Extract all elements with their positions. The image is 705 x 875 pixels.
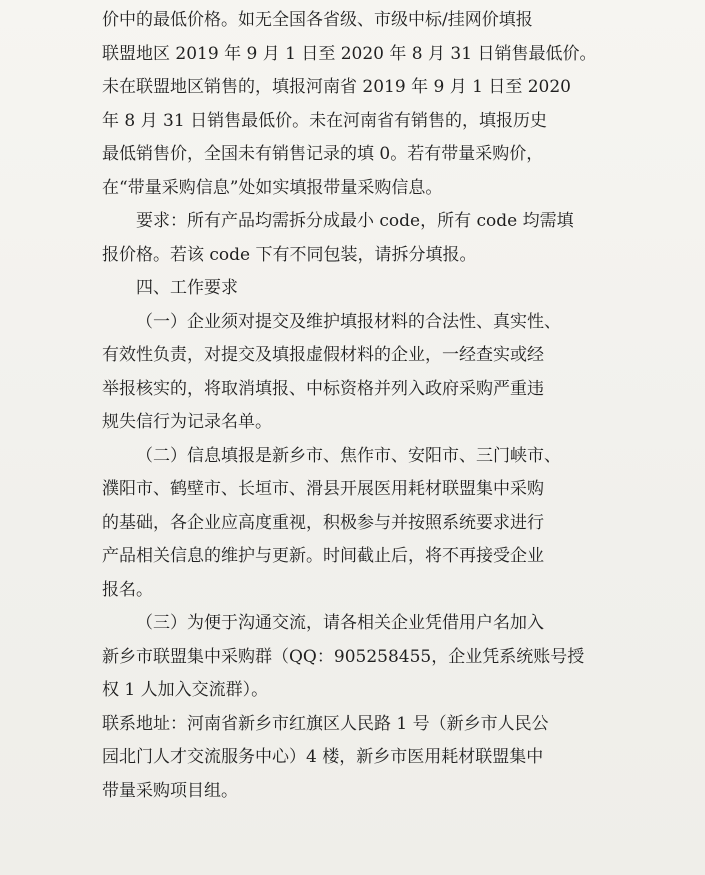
- text-line: 规失信行为记录名单。: [102, 412, 272, 432]
- text-line: 权 1 人加入交流群）。: [102, 680, 269, 700]
- document-body: [102, 0, 612, 808]
- section-heading: 四、工作要求: [136, 278, 238, 298]
- contact-address-line: 园北门人才交流服务中心）4 楼，新乡市医用耗材联盟集中: [102, 747, 544, 767]
- text-line: 濮阳市、鹤壁市、长垣市、滑县开展医用耗材联盟集中采购: [102, 479, 544, 499]
- text-line: 报名。: [102, 579, 153, 600]
- text-line: 新乡市联盟集中采购群（QQ：905258455，企业凭系统账号授: [102, 646, 585, 667]
- text-line: 报价格。若该 code 下有不同包装，请拆分填报。: [102, 244, 477, 265]
- contact-address-line: 联系地址：河南省新乡市红旗区人民路 1 号（新乡市人民公: [102, 713, 549, 734]
- text-line: 产品相关信息的维护与更新。时间截止后，将不再接受企业: [102, 546, 544, 566]
- text-line: （二）信息填报是新乡市、焦作市、安阳市、三门峡市、: [136, 445, 561, 466]
- text-line: 价中的最低价格。如无全国各省级、市级中标/挂网价填报: [102, 10, 533, 30]
- text-line: （一）企业须对提交及维护填报材料的合法性、真实性、: [136, 311, 561, 332]
- contact-address-line: 带量采购项目组。: [102, 780, 238, 801]
- text-line: 举报核实的，将取消填报、中标资格并列入政府采购严重违: [102, 378, 544, 399]
- text-line: 最低销售价，全国未有销售记录的填 0。若有带量采购价，: [102, 144, 544, 164]
- text-line: 年 8 月 31 日销售最低价。未在河南省有销售的，填报历史: [102, 110, 548, 131]
- text-line: 联盟地区 2019 年 9 月 1 日至 2020 年 8 月 31 日销售最低价。: [102, 43, 597, 64]
- text-line: 的基础，各企业应高度重视，积极参与并按照系统要求进行: [102, 512, 544, 533]
- text-line: 未在联盟地区销售的，填报河南省 2019 年 9 月 1 日至 2020: [102, 77, 571, 97]
- text-line: 在“带量采购信息”处如实填报带量采购信息。: [102, 177, 443, 198]
- text-line: 要求：所有产品均需拆分成最小 code，所有 code 均需填: [136, 211, 574, 231]
- text-line: 有效性负责，对提交及填报虚假材料的企业，一经查实或经: [102, 345, 544, 365]
- text-line: （三）为便于沟通交流，请各相关企业凭借用户名加入: [136, 613, 544, 633]
